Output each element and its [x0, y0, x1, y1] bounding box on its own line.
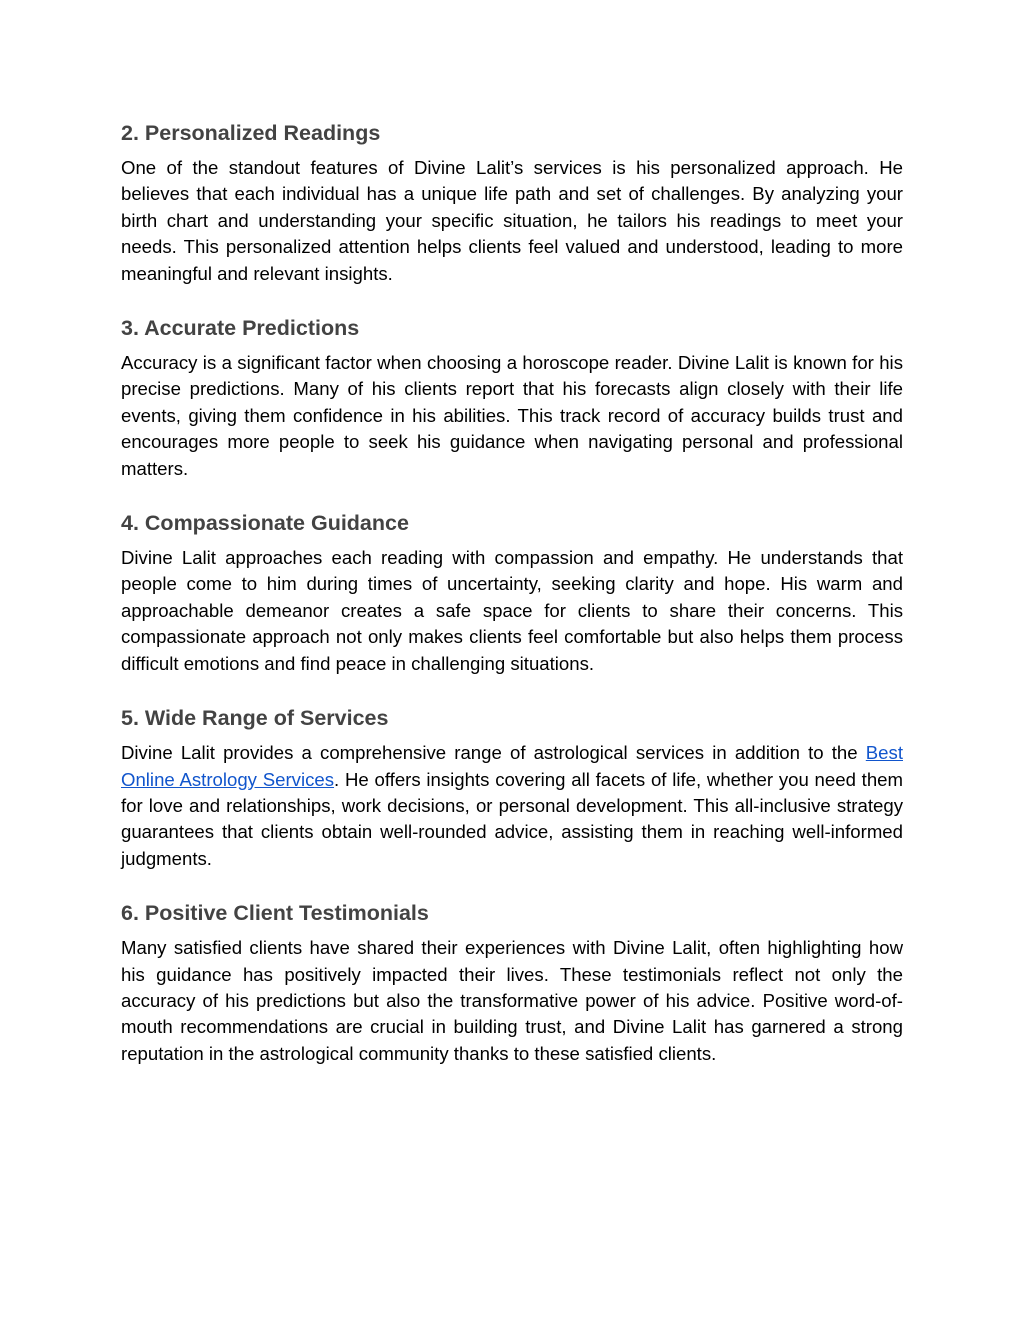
section-paragraph [121, 740, 903, 872]
section-compassionate-guidance [121, 508, 903, 677]
section-personalized-readings [121, 118, 903, 287]
section-heading: 6. Positive Client Testimonials [121, 901, 429, 926]
section-heading: 2. Personalized Readings [121, 121, 381, 145]
paragraph-text-before-link: Divine Lalit provides a comprehensive range of astrological services in addition to the [121, 742, 866, 764]
paragraph-text-after-link: . He offers insights covering all facets of life, whether you need them for love and relationships, work decisions, or personal development. This all-inclusive strategy guarantees that clients obtain well-rounded advice, assisting them in reaching well-informed judgments. [121, 768, 904, 869]
section-heading: 5. Wide Range of Services [121, 706, 389, 731]
section-paragraph: One of the standout features of Divine Lalit’s services is his personalized approach. He believes that each individual has a unique life path and set of challenges. By analyzing your birth chart and understanding your specific situation, he tailors his readings to meet your needs. This personalized attention helps clients feel valued and understood, leading to more meaningful and relevant insights. [121, 157, 903, 284]
section-heading: 4. Compassionate Guidance [121, 511, 409, 536]
section-paragraph: Accuracy is a significant factor when choosing a horoscope reader. Divine Lalit is known for his precise predictions. Many of his clients report that his forecasts align closely with their life events, giving them confidence in his abilities. This track record of accuracy builds trust and encourages more people to seek his guidance when navigating personal and professional matters. [121, 352, 903, 479]
document-page [121, 118, 903, 1093]
section-heading: 3. Accurate Predictions [121, 316, 360, 341]
section-paragraph: Divine Lalit approaches each reading with compassion and empathy. He understands that people come to him during times of uncertainty, seeking clarity and hope. His warm and approachable demeanor creates a safe space for clients to share their concerns. This compassionate approach not only makes clients feel comfortable but also helps them process difficult emotions and find peace in challenging situations. [121, 547, 903, 674]
section-wide-range-of-services [121, 703, 903, 872]
best-online-astrology-services-link[interactable]: Best Online Astrology Services [121, 742, 903, 790]
section-accurate-predictions [121, 313, 903, 482]
section-paragraph: Many satisfied clients have shared their experiences with Divine Lalit, often highlighting how his guidance has positively impacted their lives. These testimonials reflect not only the accuracy of his predictions but also the transformative power of his advice. Positive word-of-mouth recommendations are crucial in building trust, and Divine Lalit has garnered a strong reputation in the astrological community thanks to these satisfied clients. [121, 937, 903, 1064]
section-positive-client-testimonials [121, 898, 903, 1067]
